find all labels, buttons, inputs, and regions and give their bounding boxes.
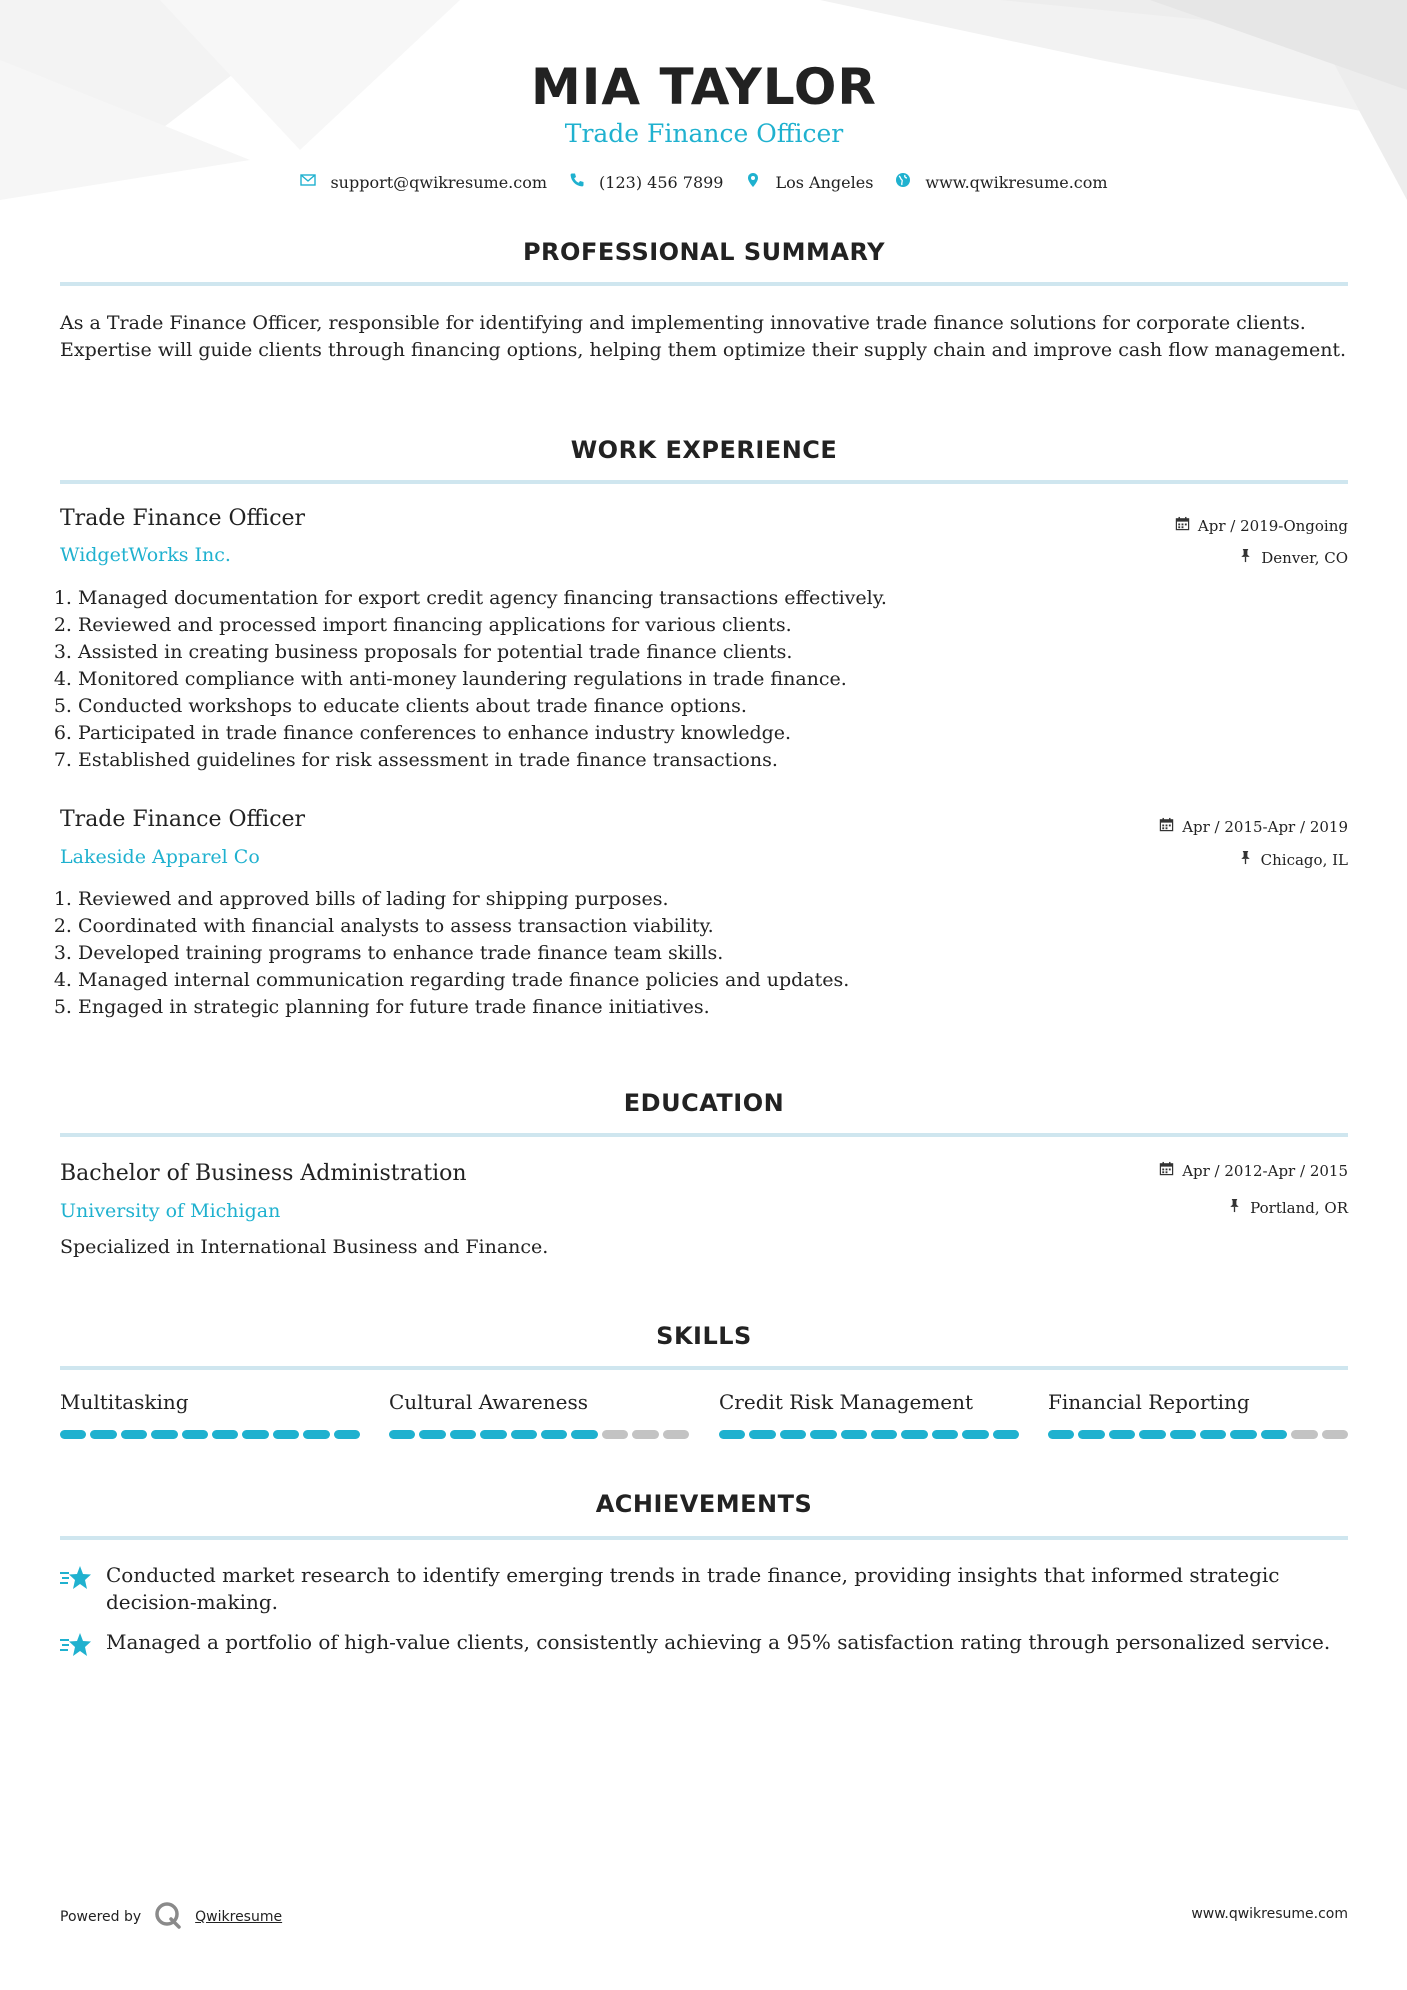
skill-item (1048, 1390, 1348, 1439)
skill-rating-segment (389, 1430, 415, 1439)
achievement-text: Conducted market research to identify emerging trends in trade finance, providing insights that informed strategic decision-making. (106, 1563, 1280, 1614)
contact-email[interactable] (300, 172, 547, 192)
footer-powered-by (60, 1900, 282, 1934)
education-location (1227, 1198, 1348, 1217)
achievement-text: Managed a portfolio of high-value clients, consistently achieving a 95% satisfaction rating through personalized service. (106, 1630, 1331, 1654)
skill-item (389, 1390, 689, 1439)
section-divider (60, 1536, 1348, 1540)
skill-rating-segment (993, 1430, 1019, 1439)
skill-rating-bar (389, 1430, 689, 1439)
list-item: 1. Managed documentation for export credit agency financing transactions effectively. (78, 585, 1348, 612)
globe-icon (895, 172, 911, 192)
skill-rating-segment (571, 1430, 597, 1439)
powered-by-label: Powered by (60, 1909, 142, 1925)
skill-rating-segment (1048, 1430, 1074, 1439)
company-name: Lakeside Apparel Co (60, 846, 260, 868)
list-item: 2. Coordinated with financial analysts to assess transaction viability. (78, 913, 1348, 940)
section-divider (60, 1133, 1348, 1137)
skill-rating-segment (932, 1430, 958, 1439)
skill-rating-bar (719, 1430, 1019, 1439)
skill-rating-segment (901, 1430, 927, 1439)
skill-rating-segment (480, 1430, 506, 1439)
skill-item (719, 1390, 1019, 1439)
skill-rating-segment (334, 1430, 360, 1439)
job-location-text: Chicago, IL (1260, 850, 1348, 869)
skill-rating-segment (1291, 1430, 1317, 1439)
skill-rating-segment (1139, 1430, 1165, 1439)
envelope-icon (300, 172, 316, 192)
skill-rating-bar (1048, 1430, 1348, 1439)
skill-rating-segment (962, 1430, 988, 1439)
section-title-experience: WORK EXPERIENCE (570, 436, 838, 464)
skill-rating-segment (1200, 1430, 1226, 1439)
achievement-item (60, 1562, 1348, 1616)
star-icon (60, 1562, 92, 1616)
skill-name: Multitasking (60, 1390, 189, 1414)
section-title-summary: PROFESSIONAL SUMMARY (522, 238, 886, 266)
degree-title: Bachelor of Business Administration (60, 1161, 467, 1186)
skill-rating-segment (273, 1430, 299, 1439)
skill-rating-segment (541, 1430, 567, 1439)
contact-location-text: Los Angeles (775, 172, 874, 192)
job-dates-text: Apr / 2015-Apr / 2019 (1182, 817, 1348, 836)
skill-rating-segment (121, 1430, 147, 1439)
list-item: 5. Engaged in strategic planning for future trade finance initiatives. (78, 994, 1348, 1021)
summary-text: As a Trade Finance Officer, responsible for identifying and implementing innovative trade finance solutions for corporate clients. Expertise will guide clients through financing options, helping them optimize their supply chain and improve cash flow management. (60, 312, 1347, 361)
calendar-icon (1159, 817, 1174, 836)
section-title-achievements: ACHIEVEMENTS (595, 1490, 813, 1518)
achievement-item (60, 1629, 1348, 1666)
job-title: Trade Finance Officer (60, 506, 306, 531)
section-divider (60, 480, 1348, 484)
contact-location (745, 172, 873, 192)
contact-phone[interactable] (569, 172, 723, 192)
footer-url[interactable]: www.qwikresume.com (1191, 1906, 1348, 1922)
skill-rating-segment (663, 1430, 689, 1439)
skill-rating-segment (780, 1430, 806, 1439)
skill-rating-segment (90, 1430, 116, 1439)
skill-rating-segment (1078, 1430, 1104, 1439)
skill-rating-segment (450, 1430, 476, 1439)
list-item: 3. Assisted in creating business proposals for potential trade finance clients. (78, 639, 1348, 666)
contact-phone-text: (123) 456 7899 (599, 172, 724, 192)
job-dates (1175, 516, 1348, 535)
education-location-text: Portland, OR (1250, 1198, 1348, 1217)
calendar-icon (1175, 516, 1190, 535)
list-item: 4. Monitored compliance with anti-money laundering regulations in trade finance. (78, 666, 1348, 693)
job-bullets (60, 886, 1348, 1021)
skill-name: Financial Reporting (1048, 1390, 1250, 1414)
job-location (1238, 548, 1348, 567)
job-location (1238, 850, 1348, 869)
skill-rating-segment (419, 1430, 445, 1439)
section-divider (60, 282, 1348, 286)
pushpin-icon (1238, 850, 1253, 869)
skill-rating-segment (602, 1430, 628, 1439)
map-marker-icon (745, 172, 761, 192)
pushpin-icon (1227, 1198, 1242, 1217)
list-item: 1. Reviewed and approved bills of lading for shipping purposes. (78, 886, 1348, 913)
pushpin-icon (1238, 548, 1253, 567)
calendar-icon (1159, 1161, 1174, 1180)
skill-rating-segment (182, 1430, 208, 1439)
skill-rating-segment (871, 1430, 897, 1439)
skill-rating-segment (810, 1430, 836, 1439)
list-item: 7. Established guidelines for risk assessment in trade finance transactions. (78, 747, 1348, 774)
skill-rating-segment (60, 1430, 86, 1439)
job-dates-text: Apr / 2019-Ongoing (1197, 516, 1348, 535)
skill-item (60, 1390, 360, 1439)
education-description: Specialized in International Business and Finance. (60, 1236, 549, 1258)
skill-rating-segment (242, 1430, 268, 1439)
skill-name: Credit Risk Management (719, 1390, 974, 1414)
job-dates (1159, 817, 1348, 836)
skill-name: Cultural Awareness (389, 1390, 588, 1414)
education-dates (1159, 1161, 1348, 1180)
footer-brand-link[interactable]: Qwikresume (195, 1909, 283, 1925)
qwikresume-logo-icon (153, 1900, 183, 1934)
job-location-text: Denver, CO (1261, 548, 1348, 567)
list-item: 5. Conducted workshops to educate clients about trade finance options. (78, 693, 1348, 720)
skill-rating-segment (749, 1430, 775, 1439)
list-item: 6. Participated in trade finance conferences to enhance industry knowledge. (78, 720, 1348, 747)
section-title-education: EDUCATION (623, 1089, 785, 1117)
skill-rating-segment (511, 1430, 537, 1439)
school-name: University of Michigan (60, 1200, 281, 1222)
phone-icon (569, 172, 585, 192)
education-dates-text: Apr / 2012-Apr / 2015 (1182, 1161, 1348, 1180)
candidate-role: Trade Finance Officer (564, 119, 844, 148)
skill-rating-segment (841, 1430, 867, 1439)
skill-rating-segment (1322, 1430, 1348, 1439)
contact-bar (60, 172, 1348, 192)
skill-rating-segment (1261, 1430, 1287, 1439)
list-item: 2. Reviewed and processed import financing applications for various clients. (78, 612, 1348, 639)
skill-rating-segment (719, 1430, 745, 1439)
job-bullets (60, 585, 1348, 774)
section-title-skills: SKILLS (656, 1322, 752, 1350)
skill-rating-segment (212, 1430, 238, 1439)
section-divider (60, 1366, 1348, 1370)
job-title: Trade Finance Officer (60, 807, 306, 832)
skill-rating-segment (632, 1430, 658, 1439)
skill-rating-segment (1170, 1430, 1196, 1439)
contact-website[interactable] (895, 172, 1107, 192)
list-item: 4. Managed internal communication regarding trade finance policies and updates. (78, 967, 1348, 994)
skill-rating-segment (1230, 1430, 1256, 1439)
contact-email-text: support@qwikresume.com (330, 172, 548, 192)
skill-rating-segment (151, 1430, 177, 1439)
star-icon (60, 1629, 92, 1666)
contact-website-text: www.qwikresume.com (925, 172, 1108, 192)
skill-rating-segment (303, 1430, 329, 1439)
skill-rating-segment (1109, 1430, 1135, 1439)
candidate-name: MIA TAYLOR (531, 58, 877, 116)
skill-rating-bar (60, 1430, 360, 1439)
company-name: WidgetWorks Inc. (60, 544, 231, 566)
list-item: 3. Developed training programs to enhance trade finance team skills. (78, 940, 1348, 967)
